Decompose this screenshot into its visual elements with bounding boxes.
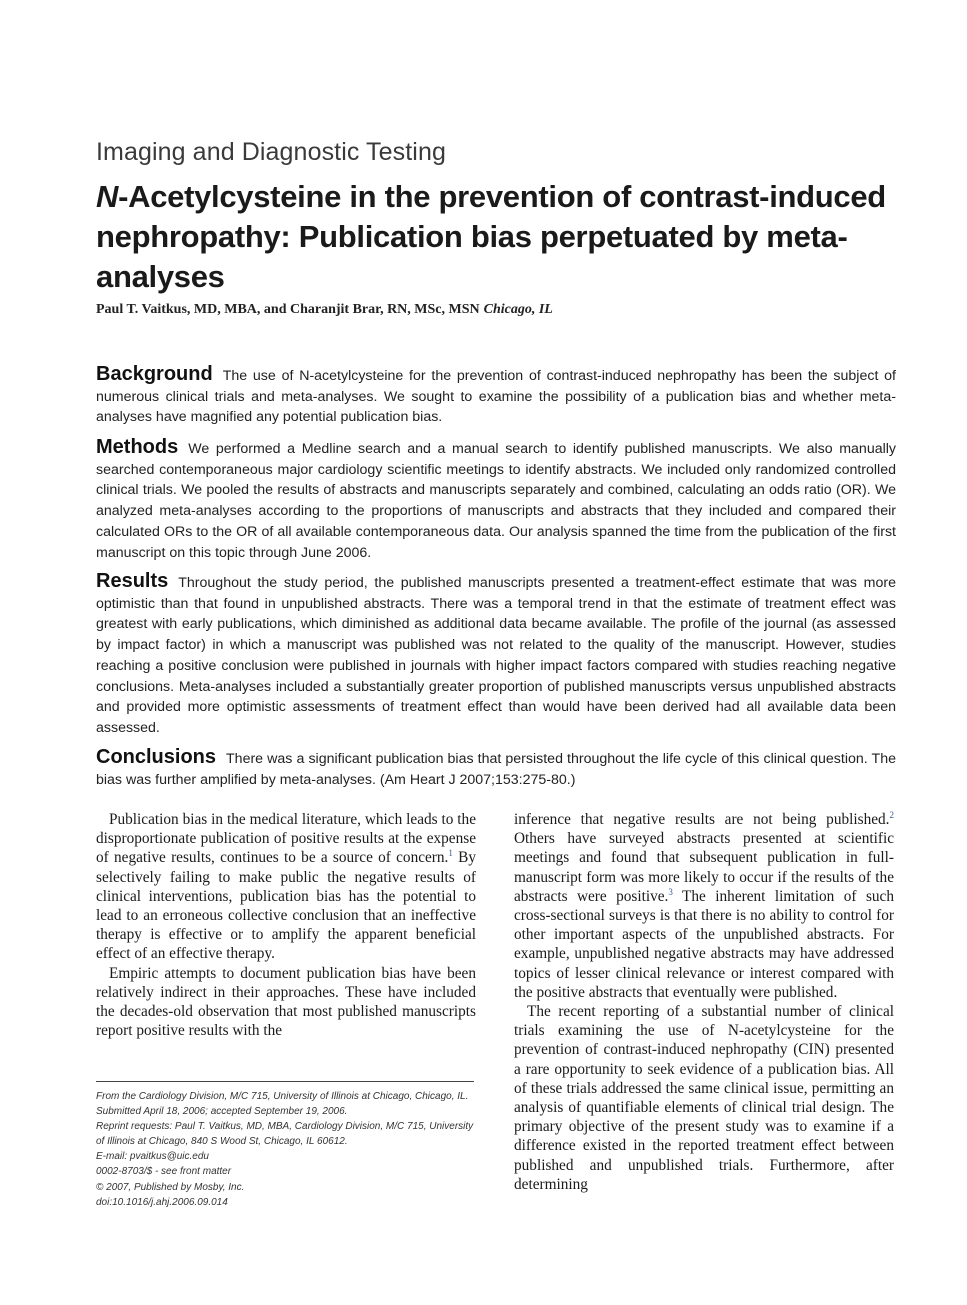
section-label: Imaging and Diagnostic Testing (96, 138, 446, 166)
body-text: Others have surveyed abstracts presented at scientific meetings and found that subsequent publication in full-manuscript form was more likely to occur if the results of the abstracts were positive. (514, 830, 894, 905)
body-text: inference that negative results are not being published. (514, 811, 890, 828)
footnote-copyright: © 2007, Published by Mosby, Inc. (96, 1181, 245, 1193)
abstract-heading-methods: Methods (96, 436, 179, 458)
citation-ref[interactable]: 1 (448, 848, 453, 859)
body-paragraph: The recent reporting of a substantial number of clinical trials examining the use of N-acetylcysteine for the prevention of contrast-induced nephropathy (CIN) presented a rare opportunity to seek evidence of a publication bias. All of these trials addressed the same clinical issue, permitting an analysis of quantifiable elements of clinical trial design. The primary objective of the present study was to examine if a difference existed in the reported treatment effect between published and unpublished trials. Furthermore, after determining (514, 1003, 894, 1193)
body-paragraph (96, 810, 476, 964)
footnotes (96, 1089, 478, 1210)
footnote-issn: 0002-8703/$ - see front matter (96, 1166, 232, 1178)
body-paragraph (514, 810, 894, 1002)
body-column-right (514, 810, 894, 1194)
footnote-dates: Submitted April 18, 2006; accepted September 19, 2006. (96, 1106, 348, 1118)
abstract-conclusions (96, 747, 896, 790)
body-text: The inherent limitation of such cross-sectional surveys is that there is no ability to control for other important aspects of the unpublished abstracts. For example, unpublished negative abstracts may have addressed topics of lesser clinical relevance or interest compared with the positive abstracts that eventually were published. (514, 887, 894, 1001)
abstract-text-results: Throughout the study period, the published manuscripts presented a treatment-effect estimate that was more optimistic than that found in unpublished abstracts. There was a temporal trend in that the estimate of treatment effect was greatest with early publications, which diminished as additional data became available. The profile of the journal (as assessed by impact factor) in which a manuscript was published was not related to the quality of the manuscript. However, studies reaching a positive conclusion were published in journals with higher impact factors compared with studies reaching negative conclusions. Meta-analyses included a substantially greater proportion of published manuscripts versus unpublished abstracts and provided more optimistic assessments of treatment effect than would have been derived had all available data been assessed. (96, 575, 896, 736)
abstract-background (96, 364, 896, 428)
abstract-methods (96, 437, 896, 563)
footnote-affiliation: From the Cardiology Division, M/C 715, University of Illinois at Chicago, Chicago, IL. (96, 1091, 469, 1102)
footnote-doi[interactable]: doi:10.1016/j.ahj.2006.09.014 (96, 1196, 228, 1208)
author-names: Paul T. Vaitkus, MD, MBA, and Charanjit Brar, RN, MSc, MSN (96, 302, 480, 317)
body-column-left (96, 810, 476, 1040)
abstract-heading-results: Results (96, 570, 169, 592)
abstract-text-methods: We performed a Medline search and a manual search to identify published manuscripts. We also manually searched contemporaneous major cardiology scientific meetings to identify abstracts. We included only randomized controlled clinical trials. We pooled the results of abstracts and manuscripts separately and combined, calculating an odds ratio (OR). We analyzed meta-analyses according to the proportions of manuscripts and abstracts that they included and compared their calculated ORs to the OR of all available contemporaneous data. Our analysis spanned the time from the publication of the first manuscript on this topic through June 2006. (96, 441, 896, 561)
footnote-divider (96, 1081, 474, 1082)
author-location: Chicago, IL (483, 302, 553, 317)
abstract-heading-conclusions: Conclusions (96, 746, 217, 768)
article-title (96, 177, 926, 297)
body-text: By selectively failing to make public the negative results of clinical interventions, publication bias has the potential to lead to an erroneous collective conclusion that an ineffective therapy is effective or to amplify the apparent beneficial effect of an effective therapy. (96, 849, 476, 963)
abstract-text-background: The use of N-acetylcysteine for the prevention of contrast-induced nephropathy has been the subject of numerous clinical trials and meta-analyses. We sought to examine the possibility of a publication bias and whether meta-analyses have magnified any potential publication bias. (96, 368, 896, 426)
abstract-heading-background: Background (96, 363, 213, 385)
abstract-results (96, 571, 896, 739)
citation-ref[interactable]: 2 (889, 809, 894, 820)
title-italic-prefix: N (96, 179, 119, 214)
abstract-text-conclusions: There was a significant publication bias that persisted throughout the life cycle of this clinical question. The bias was further amplified by meta-analyses. (Am Heart J 2007;153:275-80.) (96, 751, 896, 788)
footnote-reprint: Reprint requests: Paul T. Vaitkus, MD, MBA, Cardiology Division, M/C 715, University of Illinois at Chicago, 840 S Wood St, Chicago, IL 60612. (96, 1121, 474, 1148)
body-text: Publication bias in the medical literature, which leads to the disproportionate publication of positive results at the expense of negative results, continues to be a source of concern. (96, 811, 476, 867)
footnote-email[interactable]: E-mail: pvaitkus@uic.edu (96, 1151, 209, 1163)
body-paragraph: Empiric attempts to document publication bias have been relatively indirect in their approaches. These have included the decades-old observation that most published manuscripts report positive results with the (96, 964, 476, 1040)
title-rest: -Acetylcysteine in the prevention of contrast-induced nephropathy: Publication bias perpetuated by meta-analyses (96, 179, 886, 294)
author-line (96, 302, 553, 318)
citation-ref[interactable]: 3 (668, 886, 673, 897)
